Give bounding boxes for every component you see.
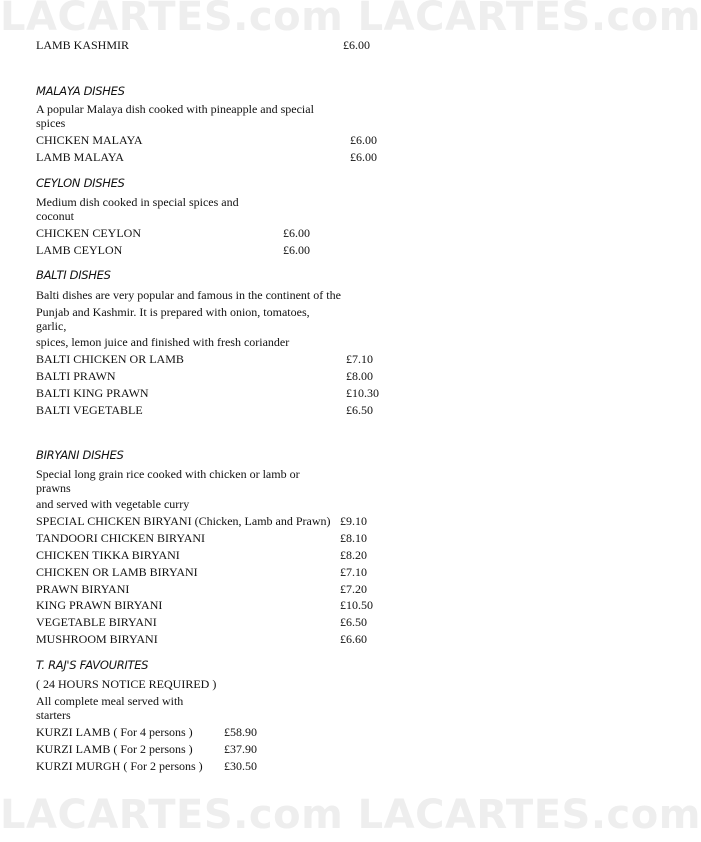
section-description: Special long grain rice cooked with chicken or lamb or: [36, 467, 300, 481]
menu-item-price: £7.10: [346, 352, 373, 366]
menu-item-name: BALTI VEGETABLE: [36, 403, 143, 417]
watermark-top: LACARTES.com LACARTES.com: [0, 0, 701, 40]
menu-item-price: £6.00: [350, 150, 377, 164]
menu-item-price: £30.50: [224, 759, 257, 773]
section-heading-balti: BALTI DISHES: [36, 268, 111, 282]
menu-item-price: £6.00: [283, 226, 310, 240]
menu-item-name: LAMB CEYLON: [36, 243, 123, 257]
menu-item-name: BALTI CHICKEN OR LAMB: [36, 352, 184, 366]
section-description: A popular Malaya dish cooked with pineapple and special: [36, 102, 314, 116]
menu-item-price: £8.10: [340, 531, 367, 545]
menu-item-price: £6.00: [283, 243, 310, 257]
menu-item-price: £6.50: [340, 615, 367, 629]
menu-item-name: CHICKEN CEYLON: [36, 226, 141, 240]
section-heading-biryani: BIRYANI DISHES: [36, 448, 124, 462]
menu-item-name: KING PRAWN BIRYANI: [36, 598, 163, 612]
section-description: All complete meal served with: [36, 694, 184, 708]
section-heading-favourites: T. RAJ'S FAVOURITES: [36, 658, 149, 672]
menu-item-price: £7.20: [340, 582, 367, 596]
menu-item-name: TANDOORI CHICKEN BIRYANI: [36, 531, 206, 545]
section-description: and served with vegetable curry: [36, 497, 190, 511]
menu-item-name: KURZI LAMB ( For 4 persons ): [36, 725, 193, 739]
menu-item-name: CHICKEN OR LAMB BIRYANI: [36, 565, 198, 579]
watermark-bottom: LACARTES.com LACARTES.com: [0, 792, 701, 838]
menu-item-name: BALTI KING PRAWN: [36, 386, 149, 400]
section-heading-ceylon: CEYLON DISHES: [36, 176, 125, 190]
notice-text: ( 24 HOURS NOTICE REQUIRED ): [36, 677, 217, 691]
menu-item-name: LAMB KASHMIR: [36, 38, 130, 52]
menu-item-price: £9.10: [340, 514, 367, 528]
section-description: prawns: [36, 481, 71, 495]
menu-item-name: CHICKEN MALAYA: [36, 133, 143, 147]
section-description: Balti dishes are very popular and famous in the continent of the: [36, 288, 341, 302]
menu-item-name: MUSHROOM BIRYANI: [36, 632, 158, 646]
menu-item-price: £6.50: [346, 403, 373, 417]
section-description: Medium dish cooked in special spices and: [36, 195, 239, 209]
menu-item-price: £8.00: [346, 369, 373, 383]
menu-item-name: VEGETABLE BIRYANI: [36, 615, 157, 629]
section-description: starters: [36, 708, 71, 722]
menu-item-name: LAMB MALAYA: [36, 150, 124, 164]
menu-item-name: BALTI PRAWN: [36, 369, 116, 383]
menu-item-price: £10.50: [340, 598, 373, 612]
menu-item-name: PRAWN BIRYANI: [36, 582, 130, 596]
menu-item-price: £8.20: [340, 548, 367, 562]
section-description: Punjab and Kashmir. It is prepared with onion, tomatoes,: [36, 305, 310, 319]
menu-item-name: KURZI LAMB ( For 2 persons ): [36, 742, 193, 756]
menu-item-price: £7.10: [340, 565, 367, 579]
menu-item-price: £6.00: [350, 133, 377, 147]
menu-item-price: £10.30: [346, 386, 379, 400]
menu-item-price: £58.90: [224, 725, 257, 739]
menu-item-price: £37.90: [224, 742, 257, 756]
section-heading-malaya: MALAYA DISHES: [36, 84, 125, 98]
menu-item-name: CHICKEN TIKKA BIRYANI: [36, 548, 180, 562]
section-description: garlic,: [36, 319, 67, 333]
section-description: coconut: [36, 209, 74, 223]
menu-item-price: £6.60: [340, 632, 367, 646]
menu-item-price: £6.00: [343, 38, 370, 52]
section-description: spices, lemon juice and finished with fresh coriander: [36, 335, 290, 349]
menu-item-name: SPECIAL CHICKEN BIRYANI (Chicken, Lamb and Prawn): [36, 514, 331, 528]
menu-item-name: KURZI MURGH ( For 2 persons ): [36, 759, 203, 773]
section-description: spices: [36, 116, 66, 130]
